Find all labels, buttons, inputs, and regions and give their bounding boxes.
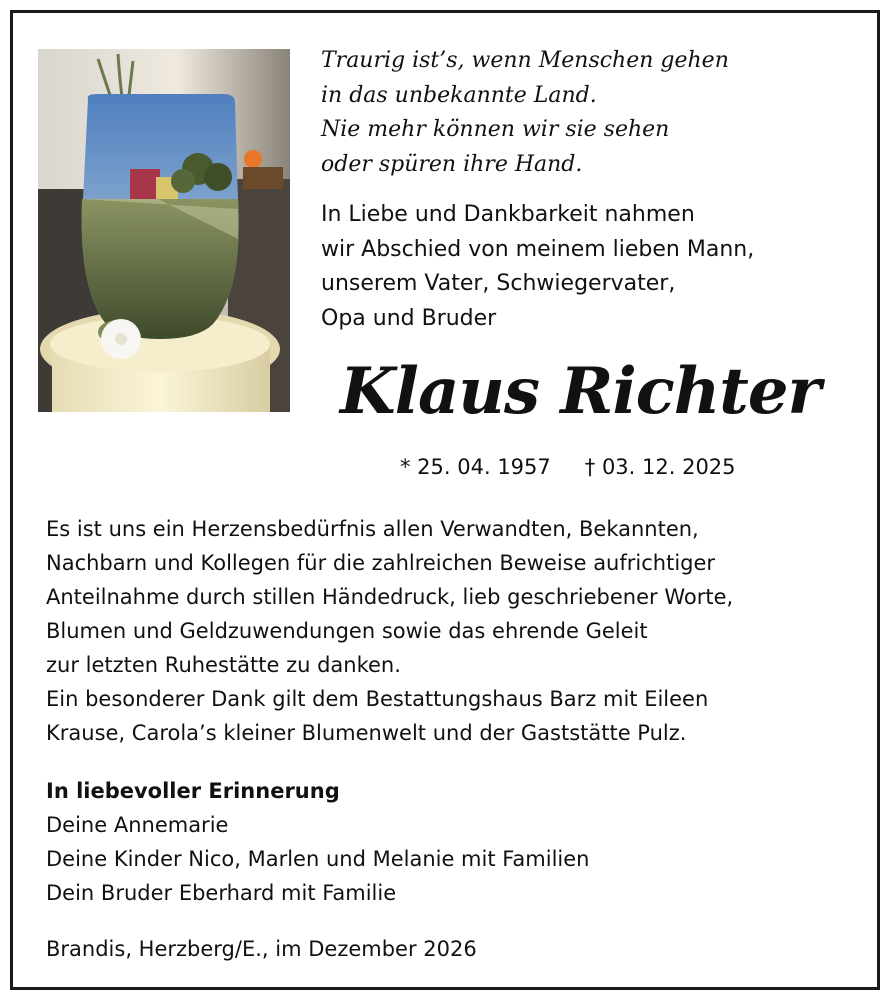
thanks-line: Nachbarn und Kollegen für die zahlreichen Beweise aufrichtiger [46,551,716,575]
thanks-line: zur letzten Ruhestätte zu danken. [46,653,401,677]
poem [321,44,729,182]
intro-line: In Liebe und Dankbarkeit nahmen [321,202,695,227]
death-date: † 03. 12. 2025 [584,455,736,479]
signoff-line: Deine Kinder Nico, Marlen und Melanie mit Familien [46,847,590,871]
signoff-heading: In liebevoller Erinnerung [46,779,340,803]
poem-line: oder spüren ihre Hand. [321,151,583,177]
thanks-line: Krause, Carola’s kleiner Blumenwelt und der Gaststätte Pulz. [46,721,687,745]
thanks-line: Blumen und Geldzuwendungen sowie das ehrende Geleit [46,619,648,643]
intro-text [321,198,754,336]
intro-line: unserem Vater, Schwiegervater, [321,271,676,296]
intro-line: Opa und Bruder [321,305,497,331]
intro-line: wir Abschied von meinem lieben Mann, [321,236,755,262]
thanks-line: Ein besonderer Dank gilt dem Bestattungshaus Barz mit Eileen [46,687,709,711]
urn-image [38,49,290,412]
signoff-line: Dein Bruder Eberhard mit Familie [46,881,397,905]
signoff [46,774,589,910]
signoff-line: Deine Annemarie [46,813,229,837]
birth-date: * 25. 04. 1957 [400,455,551,479]
poem-line: Nie mehr können wir sie sehen [321,117,670,142]
poem-line: Traurig ist’s, wenn Menschen gehen [321,48,729,73]
place-date: Brandis, Herzberg/E., im Dezember 2026 [46,937,477,961]
thanks-line: Anteilnahme durch stillen Händedruck, lieb geschriebener Worte, [46,585,734,609]
thanks-text [46,512,733,750]
deceased-name: Klaus Richter [340,354,821,429]
urn-photo [38,49,290,412]
thanks-line: Es ist uns ein Herzensbedürfnis allen Verwandten, Bekannten, [46,517,699,541]
poem-line: in das unbekannte Land. [321,82,597,108]
life-dates [400,452,736,482]
